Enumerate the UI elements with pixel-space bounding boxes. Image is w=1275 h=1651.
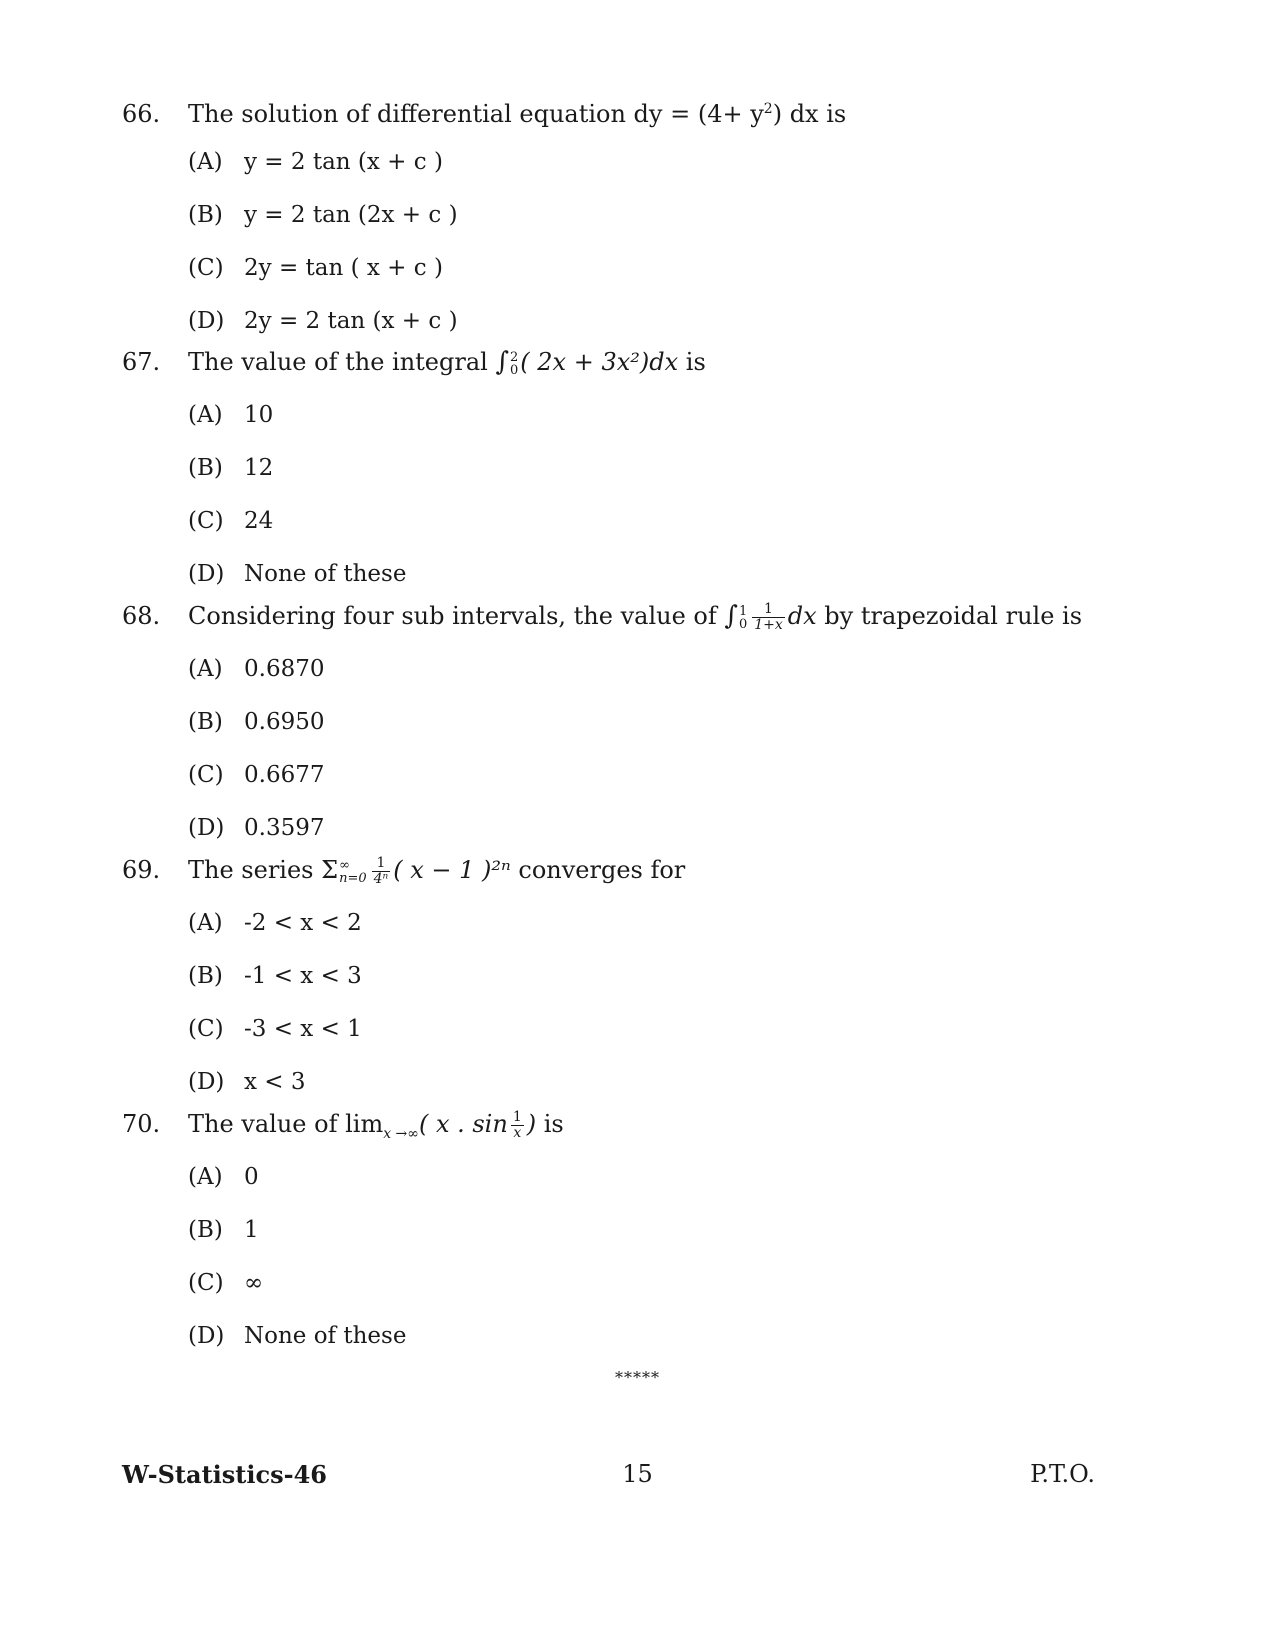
- question-number: 66.: [122, 100, 161, 128]
- option-b: (B) 0.6950: [188, 709, 325, 735]
- question-70: [122, 1109, 1122, 1351]
- option-d: (D) None of these: [188, 1323, 407, 1349]
- question-number: 69.: [122, 856, 161, 884]
- page-number: 15: [622, 1460, 653, 1488]
- question-69: [122, 855, 1122, 1097]
- option-b: (B) 1: [188, 1217, 259, 1243]
- option-d: (D) None of these: [188, 561, 407, 587]
- question-text: Considering four sub intervals, the value of ∫ 1 0 $\frac{1}{1+x}$ dx by trapezoidal rule is: [188, 601, 1083, 633]
- question-text: The value of $\lim_{x \to\infty}$( x . sin $\frac{1}{x}$ ) is: [188, 1109, 564, 1142]
- option-c: (C) -3 < x < 1: [188, 1016, 362, 1042]
- option-a: (A) 10: [188, 402, 274, 428]
- question-67: [122, 347, 1122, 589]
- question-number: 67.: [122, 348, 161, 376]
- option-a: (A) 0: [188, 1164, 259, 1190]
- paper-code: W-Statistics-46: [122, 1460, 327, 1489]
- option-a: (A) y = 2 tan (x + c ): [188, 149, 443, 175]
- question-number: 70.: [122, 1110, 161, 1138]
- option-c: (C) ∞: [188, 1270, 264, 1296]
- question-number: 68.: [122, 602, 161, 630]
- option-c: (C) 2y = tan ( x + c ): [188, 255, 443, 281]
- option-b: (B) y = 2 tan (2x + c ): [188, 202, 458, 228]
- question-66: [122, 94, 1122, 336]
- option-d: (D) 2y = 2 tan (x + c ): [188, 308, 458, 334]
- option-a: (A) -2 < x < 2: [188, 910, 362, 936]
- option-b: (B) 12: [188, 455, 274, 481]
- option-b: (B) -1 < x < 3: [188, 963, 362, 989]
- option-a: (A) 0.6870: [188, 656, 325, 682]
- question-text: The value of the integral ∫ 2 0 ( 2x + 3x²)dx is: [188, 347, 706, 378]
- option-d: (D) 0.3597: [188, 815, 325, 841]
- pto-label: P.T.O.: [1030, 1460, 1095, 1488]
- question-68: [122, 601, 1122, 843]
- option-c: (C) 24: [188, 508, 274, 534]
- question-text: The series Σ ∞ n=0 $\frac{1}{\text{4ⁿ}}$ ( x − 1 )²ⁿ converges for: [188, 855, 686, 887]
- end-marker: *****: [615, 1368, 660, 1387]
- option-d: (D) x < 3: [188, 1069, 306, 1095]
- question-text: The solution of differential equation dy = $(4+ y^2)$ dx is: [188, 100, 847, 128]
- option-c: (C) 0.6677: [188, 762, 325, 788]
